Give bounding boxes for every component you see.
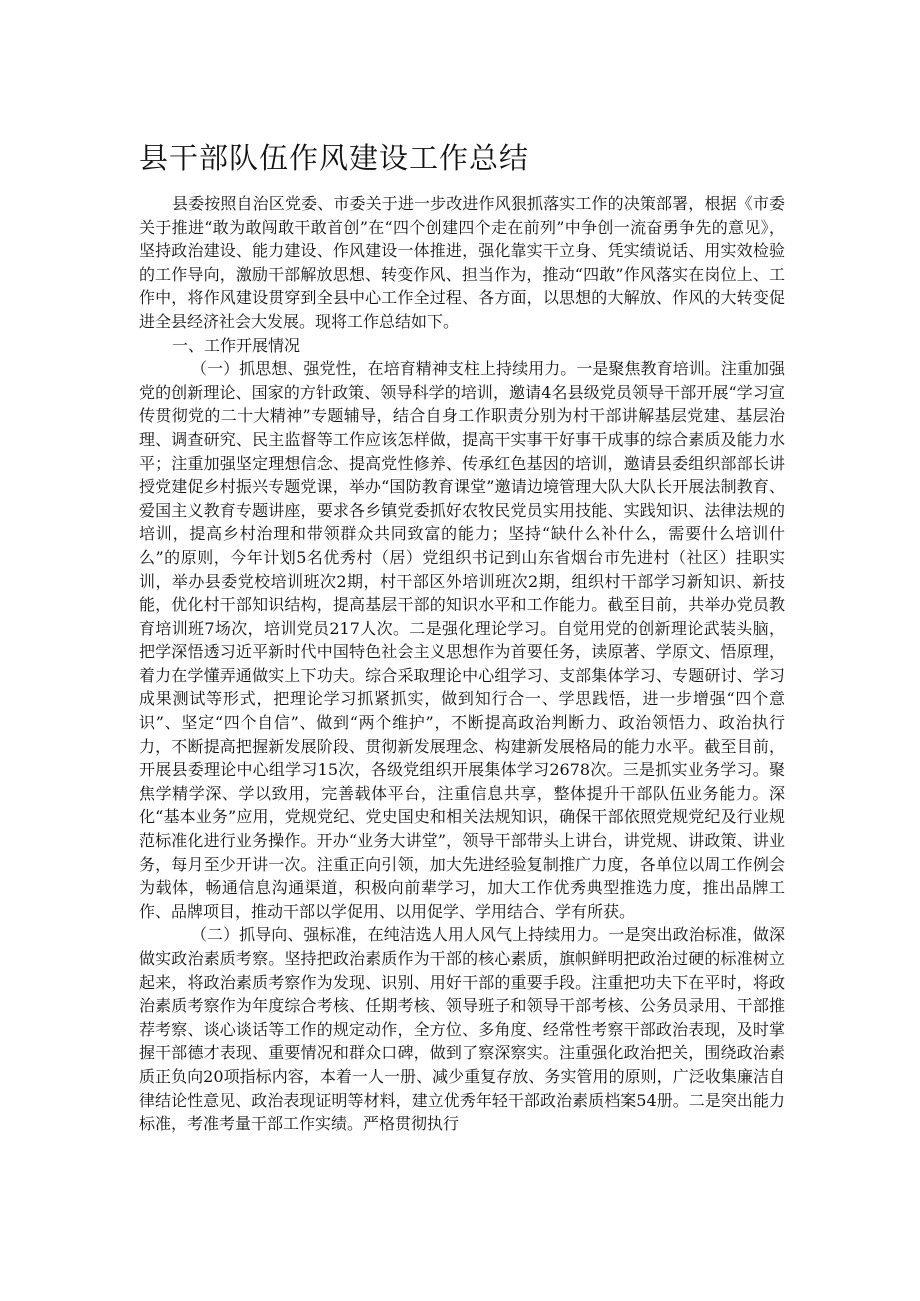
section-heading: 一、工作开展情况 (172, 335, 301, 355)
subsection-paragraph-2: （二）抓导向、强标准，在纯洁选人用人风气上持续用力。一是突出政治标准，做深做实政治素质考察。坚持把政治素质作为干部的核心素质，旗帜鲜明把政治过硬的标准树立起来，将政治素质考察作为发现、识别、用好干部的重要手段。注重把功夫下在平时，将政治素质考察作为年度综合考核、任期考核、领导班子和领导干部考核、公务员录用、干部推荐考察、谈心谈话等工作的规定动作，全方位、多角度、经常性考察干部政治表现，及时掌握干部德才表现、重要情况和群众口碑，做到了察深察实。注重强化政治把关，围绕政治素质正负向20项指标内容，本着一人一册、减少重复存放、务实管用的原则，广泛收集廉洁自律结论性意见、政治表现证明等材料，建立优秀年轻干部政治素质档案54册。二是突出能力标准，考准考量干部工作实绩。严格贯彻执行 (139, 925, 785, 1134)
subsection-paragraph-1: （一）抓思想、强党性，在培育精神支柱上持续用力。一是聚焦教育培训。注重加强党的创新理论、国家的方针政策、领导科学的培训，邀请4名县级党员领导干部开展“学习宣传贯彻党的二十大精神”专题辅导，结合自身工作职责分别为村干部讲解基层党建、基层治理、调查研究、民主监督等工作应该怎样做，提高干实事干好事干成事的综合素质及能力水平；注重加强坚定理想信念、提高党性修养、传承红色基因的培训，邀请县委组织部部长讲授党建促乡村振兴专题党课，举办“国防教育课堂”邀请边境管理大队大队长开展法制教育、爱国主义教育专题讲座，要求各乡镇党委抓好农牧民党员实用技能、实践知识、法律法规的培训，提高乡村治理和带领群众共同致富的能力；坚持“缺什么补什么，需要什么培训什么”的原则，今年计划5名优秀村（居）党组织书记到山东省烟台市先进村（社区）挂职实训，举办县委党校培训班次2期，村干部区外培训班次2期，组织村干部学习新知识、新技能，优化村干部知识结构，提高基层干部的知识水平和工作能力。截至目前，共举办党员教育培训班7场次，培训党员217人次。二是强化理论学习。自觉用党的创新理论武装头脑，把学深悟透习近平新时代中国特色社会主义思想作为首要任务，读原著、学原文、悟原理，着力在学懂弄通做实上下功夫。综合采取理论中心组学习、支部集体学习、专题研讨、学习成果测试等形式，把理论学习抓紧抓实，做到知行合一、学思践悟，进一步增强“四个意识”、坚定“四个自信”、做到“两个维护”，不断提高政治判断力、政治领悟力、政治执行力，不断提高把握新发展阶段、贯彻新发展理念、构建新发展格局的能力水平。截至目前，开展县委理论中心组学习15次，各级党组织开展集体学习2678次。三是抓实业务学习。聚焦学精学深、学以致用，完善载体平台，注重信息共享，整体提升干部队伍业务能力。深化“基本业务”应用，党规党纪、党史国史和相关法规知识，确保干部依照党规党纪及行业规范标准化进行业务操作。开办“业务大讲堂”，领导干部带头上讲台，讲党规、讲政策、讲业务，每月至少开讲一次。注重正向引领，加大先进经验复制推广力度，各单位以周工作例会为载体，畅通信息沟通渠道，积极向前辈学习，加大工作优秀典型推选力度，推出品牌工作、品牌项目，推动干部以学促用、以用促学、学用结合、学有所获。 (139, 359, 785, 921)
document-body (139, 192, 785, 1136)
document-title: 县干部队伍作风建设工作总结 (139, 141, 530, 175)
intro-paragraph: 县委按照自治区党委、市委关于进一步改进作风狠抓落实工作的决策部署，根据《市委关于推进“敢为敢闯敢干敢首创”在“四个创建四个走在前列”中争创一流奋勇争先的意见》，坚持政治建设、能力建设、作风建设一体推进，强化靠实干立身、凭实绩说话、用实效检验的工作导向，激励干部解放思想、转变作风、担当作为，推动“四敢”作风落实在岗位上、工作中，将作风建设贯穿到全县中心工作全过程、各方面，以思想的大解放、作风的大转变促进全县经济社会大发展。现将工作总结如下。 (139, 194, 785, 331)
